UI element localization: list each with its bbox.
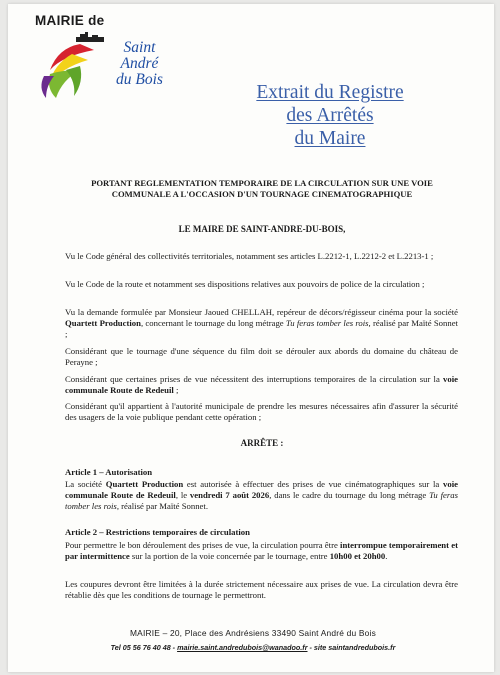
article-1-company: Quartett Production — [105, 479, 184, 489]
mairie-label: MAIRIE de — [35, 13, 105, 28]
mayor-heading: LE MAIRE DE SAINT-ANDRE-DU-BOIS, — [178, 224, 346, 234]
article-2-hours: 10h00 et 20h00 — [329, 551, 386, 561]
article-1-text — [65, 479, 458, 512]
article-1-date: vendredi 7 août 2026 — [189, 490, 270, 500]
article-1-road: voie communale Route de Redeuil — [65, 479, 458, 500]
decree-subject-line2: COMMUNALE A L'OCCASION D'UN TOURNAGE CINEMATOGRAPHIQUE — [111, 189, 413, 199]
article-1-text-part: La société — [65, 479, 106, 489]
decree-subject — [52, 178, 472, 200]
article-1-text-part: , dans le cadre du tournage du long métrage — [269, 490, 430, 500]
consideration-3-text-a: Vu la demande formulée par Monsieur Jaoued CHELLAH, repéreur de décors/régisseur cinéma pour la société — [65, 307, 458, 317]
article-1-text-part: est autorisée à effectuer des prises de vue cinématographiques sur la — [183, 479, 444, 489]
registry-title-line2: des Arrêtés — [286, 105, 374, 126]
document-page — [8, 4, 494, 672]
consideration-3 — [65, 307, 458, 340]
consideration-1: Vu le Code général des collectivités territoriales, notamment ses articles L.2212-1, L.2212-2 et L.2213-1 ; — [65, 251, 434, 261]
logo-swoosh-green-tail — [66, 66, 81, 96]
road-name: voie communale Route de Redeuil — [65, 374, 458, 395]
article-1-text-part: , réalisé par Maïté Sonnet. — [116, 501, 209, 511]
consideration-4: Considérant que le tournage d'une séquence du film doit se dérouler aux abords du domaine du château de Perayne ; — [65, 346, 458, 367]
article-2-text-part: . — [385, 551, 388, 561]
consideration-5 — [65, 374, 458, 396]
article-1-title: Article 1 – Autorisation — [65, 467, 153, 477]
article-2-restriction: interrompue temporairement et par intermittence — [65, 540, 458, 561]
footer-address: MAIRIE – 20, Place des Andrésiens 33490 Saint André du Bois — [130, 628, 376, 638]
footer-contact — [28, 643, 478, 652]
consideration-6: Considérant qu'il appartient à l'autorité municipale de prendre les mesures nécessaires afin d'assurer la sécurité des usagers de la voie publique pendant cette opération ; — [65, 401, 458, 422]
article-2-text-part: Pour permettre le bon déroulement des prises de vue, la circulation pourra être — [65, 540, 341, 550]
town-name-line3: du Bois — [116, 71, 163, 88]
article-2-text-part: sur la portion de la voie concernée par le tournage, entre — [129, 551, 330, 561]
decree-subject-line1: PORTANT REGLEMENTATION TEMPORAIRE DE LA CIRCULATION SUR UNE VOIE — [91, 178, 433, 188]
consideration-5-text-a: Considérant que certaines prises de vue nécessitent des interruptions temporaires de la circulation sur la — [65, 374, 444, 384]
footer-email-link[interactable]: mairie.saint.andredubois@wanadoo.fr — [177, 643, 308, 652]
article-1-text-part: , le — [175, 490, 190, 500]
consideration-3-text-e: , réalisé par Maïté Sonnet ; — [65, 318, 458, 339]
consideration-2: Vu le Code de la route et notamment ses dispositions relatives aux pouvoirs de police de la circulation ; — [65, 279, 425, 289]
film-title: Tu feras tomber les rois — [285, 318, 369, 328]
footer-site: - site saintandredubois.fr — [307, 643, 396, 652]
company-name: Quartett Production — [65, 318, 141, 328]
article-2-title: Article 2 – Restrictions temporaires de circulation — [65, 527, 250, 537]
article-2-paragraph-2: Les coupures devront être limitées à la durée strictement nécessaire aux prises de vue. La circulation devra être rétablie dès que les conditions de tournage le permettront. — [65, 579, 458, 600]
registry-title-line3: du Maire — [294, 128, 366, 149]
article-1-film-title: Tu feras tomber les rois — [65, 490, 458, 511]
footer-phone: Tel 05 56 76 40 48 - — [110, 643, 178, 652]
consideration-5-text-c: ; — [173, 385, 179, 395]
registry-title — [230, 81, 430, 150]
town-name — [116, 40, 163, 88]
town-name-line2: André — [120, 55, 159, 72]
town-logo — [36, 30, 116, 102]
church-icon — [76, 32, 104, 42]
registry-title-line1: Extrait du Registre — [256, 82, 404, 103]
consideration-3-text-c: , concernant le tournage du long métrage — [140, 318, 286, 328]
decree-heading: ARRÊTE : — [240, 438, 284, 448]
town-name-line1: Saint — [123, 39, 156, 56]
article-2-paragraph-1 — [65, 540, 458, 562]
